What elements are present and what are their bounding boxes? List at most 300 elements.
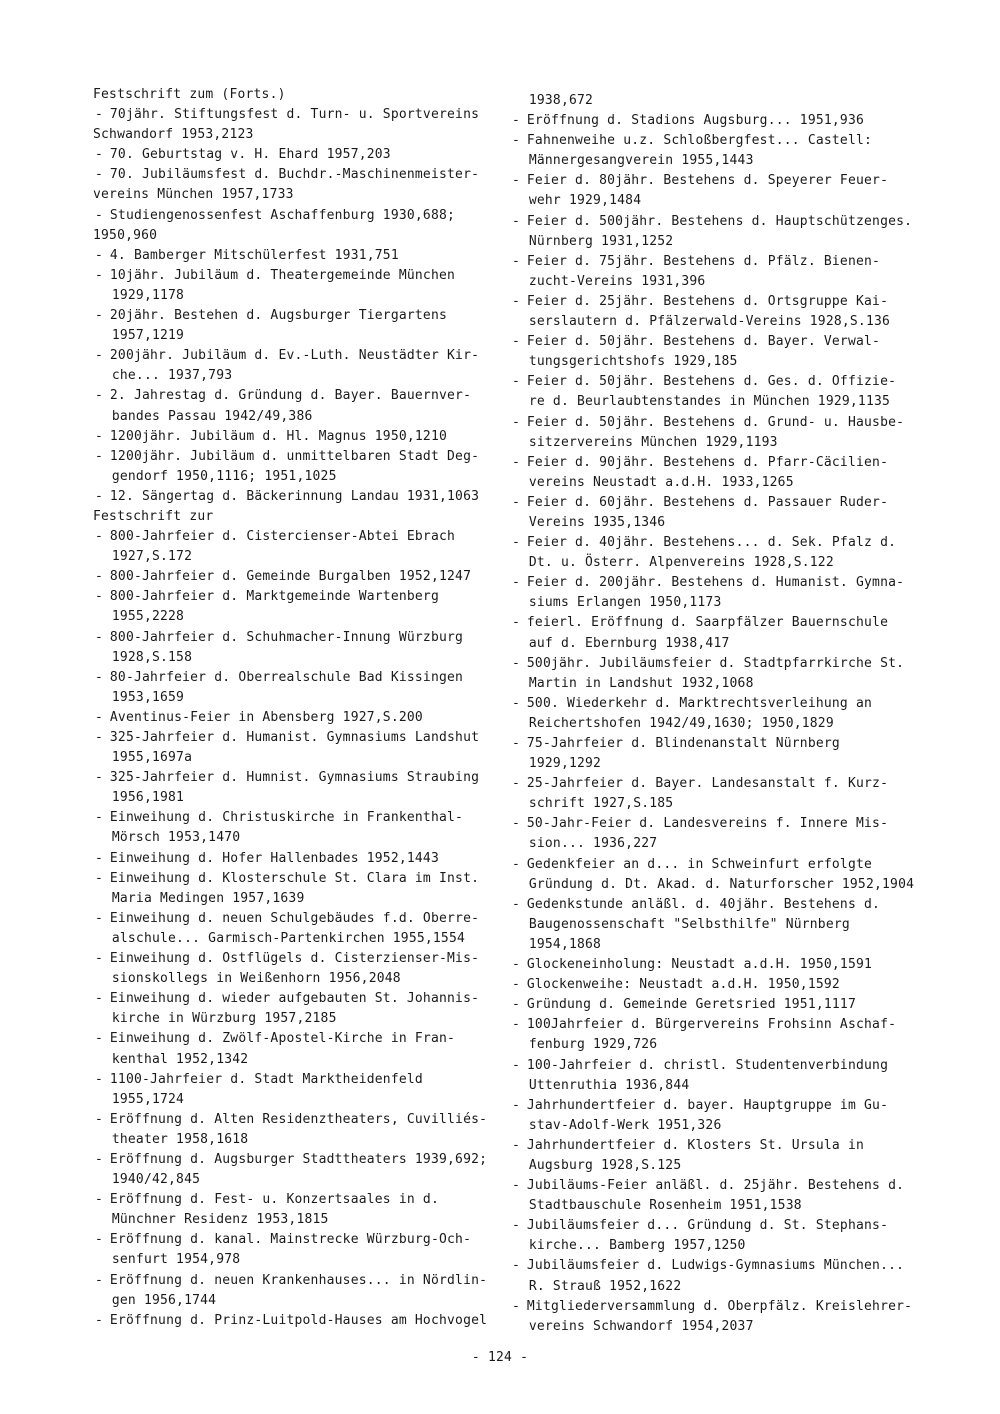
page-number: - 124 -: [471, 1350, 529, 1365]
entry-text: Feier d. 50jähr. Bestehens d. Ges. d. Offizie-: [526, 374, 897, 390]
index-entry-continuation: [510, 513, 920, 533]
entry-text: sitzervereins München 1929,1193: [528, 434, 778, 450]
index-entry-continuation: [93, 607, 493, 627]
entry-text: Jahrhundertfeier d. Klosters St. Ursula in: [526, 1137, 865, 1153]
entry-text: Festschrift zum (Forts.): [93, 87, 286, 102]
entry-text: Nürnberg 1931,1252: [528, 233, 674, 249]
entry-dash: -: [511, 1017, 520, 1033]
entry-dash: -: [94, 770, 103, 786]
index-entry: [510, 1056, 920, 1076]
entry-text: feierl. Eröffnung d. Saarpfälzer Bauernschule: [526, 615, 889, 631]
entry-dash: -: [511, 334, 520, 350]
index-entry: [93, 668, 493, 688]
entry-text: 1955,2228: [111, 609, 185, 625]
entry-text: 2. Jahrestag d. Gründung d. Bayer. Bauernver-: [109, 388, 472, 404]
entry-text: Gründung d. Dt. Akad. d. Naturforscher 1952,1904: [528, 876, 915, 892]
entry-text: Schwandorf 1953,2123: [93, 127, 254, 143]
index-entry: [93, 587, 493, 607]
entry-text: 800-Jahrfeier d. Marktgemeinde Wartenberg: [109, 589, 439, 605]
entry-text: theater 1958,1618: [111, 1131, 249, 1147]
index-entry: [93, 306, 493, 326]
index-entry-continuation: [510, 674, 920, 694]
index-entry-continuation: [510, 553, 920, 573]
entry-text: vereins Neustadt a.d.H. 1933,1265: [528, 474, 794, 490]
index-entry: [93, 1230, 493, 1250]
entry-dash: -: [94, 810, 103, 826]
entry-dash: -: [511, 1298, 520, 1314]
index-entry: [510, 1256, 920, 1276]
entry-text: Dt. u. Österr. Alpenvereins 1928,S.122: [528, 555, 834, 571]
left-column: [93, 85, 493, 1331]
entry-dash: -: [94, 951, 103, 967]
entry-dash: -: [94, 730, 103, 745]
entry-dash: -: [511, 293, 520, 309]
entry-text: Glockenweihe: Neustadt a.d.H. 1950,1592: [526, 977, 840, 993]
index-entry: [510, 814, 920, 834]
entry-dash: -: [94, 1232, 103, 1248]
entry-dash: -: [94, 207, 103, 223]
index-entry: [93, 487, 493, 507]
index-entry-continuation: [93, 1250, 493, 1270]
index-entry: [93, 567, 493, 587]
index-entry-continuation: [510, 794, 920, 814]
entry-text: 70. Jubiläumsfest d. Buchdr.-Maschinenmeister-: [109, 167, 480, 183]
entry-text: 800-Jahrfeier d. Cistercienser-Abtei Ebrach: [109, 529, 456, 545]
index-heading-line: [93, 226, 493, 246]
entry-text: 100-Jahrfeier d. christl. Studentenverbindung: [526, 1057, 889, 1073]
index-entry: [93, 447, 493, 467]
index-entry: [510, 252, 920, 272]
entry-dash: -: [94, 167, 103, 183]
index-entry: [93, 808, 493, 828]
entry-text: Feier d. 500jähr. Bestehens d. Hauptschützenges.: [526, 213, 913, 229]
entry-text: Eröffnung d. kanal. Mainstrecke Würzburg-Och-: [109, 1232, 472, 1248]
index-entry: [93, 949, 493, 969]
entry-dash: -: [94, 850, 103, 866]
entry-dash: -: [94, 529, 103, 545]
index-entry-continuation: [93, 286, 493, 306]
index-entry-continuation: [510, 875, 920, 895]
entry-text: fenburg 1929,726: [528, 1037, 658, 1053]
entry-text: 1956,1981: [111, 790, 185, 806]
index-entry-continuation: [93, 1009, 493, 1029]
entry-text: Gedenkstunde anläßl. d. 40jähr. Bestehens d.: [526, 896, 881, 912]
index-entry-continuation: [510, 935, 920, 955]
index-entry: [510, 533, 920, 553]
entry-dash: -: [511, 414, 520, 430]
entry-dash: -: [94, 267, 103, 283]
entry-text: Reichertshofen 1942/49,1630; 1950,1829: [528, 715, 834, 731]
index-entry-continuation: [93, 788, 493, 808]
entry-text: Einweihung d. wieder aufgebauten St. Johannis-: [109, 991, 480, 1007]
entry-text: Feier d. 50jähr. Bestehens d. Bayer. Verwal-: [526, 334, 881, 350]
index-entry-continuation: [93, 828, 493, 848]
index-entry-continuation: [93, 648, 493, 668]
index-entry: [510, 292, 920, 312]
index-entry-continuation: [93, 929, 493, 949]
index-entry: [93, 1029, 493, 1049]
entry-text: 1200jähr. Jubiläum d. Hl. Magnus 1950,1210: [109, 428, 448, 444]
entry-text: siums Erlangen 1950,1173: [528, 595, 722, 611]
index-entry-continuation: [510, 1196, 920, 1216]
entry-text: serslautern d. Pfälzerwald-Vereins 1928,S.136: [528, 314, 891, 330]
entry-text: 1955,1697a: [111, 750, 193, 766]
entry-dash: -: [94, 428, 103, 444]
index-entry: [510, 1297, 920, 1317]
entry-dash: -: [511, 173, 520, 189]
entry-text: 70jähr. Stiftungsfest d. Turn- u. Sportvereins: [109, 107, 480, 123]
index-entry: [93, 1190, 493, 1210]
index-entry: [93, 206, 493, 226]
entry-text: Maria Medingen 1957,1639: [111, 890, 305, 906]
entry-text: 1929,1292: [528, 756, 602, 772]
index-entry: [93, 1311, 493, 1331]
entry-text: Stadtbauschule Rosenheim 1951,1538: [528, 1198, 802, 1214]
entry-text: senfurt 1954,978: [111, 1252, 241, 1268]
index-entry-continuation: [510, 754, 920, 774]
index-entry: [93, 386, 493, 406]
entry-dash: -: [511, 1057, 520, 1073]
index-entry: [93, 1070, 493, 1090]
index-entry-continuation: [510, 634, 920, 654]
index-entry-continuation: [93, 969, 493, 989]
index-entry: [510, 1136, 920, 1156]
entry-text: vereins Schwandorf 1954,2037: [528, 1318, 754, 1334]
entry-dash: -: [511, 776, 520, 792]
entry-text: 12. Sängertag d. Bäckerinnung Landau 1931,1063: [109, 488, 480, 504]
entry-text: 1955,1724: [111, 1091, 185, 1107]
index-entry-continuation: [510, 352, 920, 372]
entry-dash: -: [511, 856, 520, 872]
index-entry: [93, 427, 493, 447]
entry-dash: -: [94, 629, 103, 645]
entry-text: schrift 1927,S.185: [528, 796, 674, 812]
index-entry-continuation: [93, 467, 493, 487]
index-entry: [510, 131, 920, 151]
entry-text: 25-Jahrfeier d. Bayer. Landesanstalt f. Kurz-: [526, 776, 889, 792]
index-entry: [93, 145, 493, 165]
index-heading-line: [93, 125, 493, 145]
index-entry-continuation: [510, 272, 920, 292]
index-entry-continuation: [510, 714, 920, 734]
entry-dash: -: [94, 107, 103, 123]
entry-text: Gedenkfeier an d... in Schweinfurt erfolgte: [526, 856, 873, 872]
entry-dash: -: [94, 569, 103, 585]
entry-text: Feier d. 25jähr. Bestehens d. Ortsgruppe Kai-: [526, 293, 889, 309]
entry-dash: -: [511, 896, 520, 912]
index-entry: [510, 573, 920, 593]
entry-text: Martin in Landshut 1932,1068: [528, 675, 754, 691]
entry-dash: -: [94, 669, 103, 685]
index-entry-continuation: [93, 1090, 493, 1110]
index-heading-line: [93, 85, 493, 105]
entry-text: Münchner Residenz 1953,1815: [111, 1212, 329, 1228]
index-entry: [93, 165, 493, 185]
entry-text: Baugenossenschaft "Selbsthilfe" Nürnberg: [528, 916, 850, 932]
index-heading-line: [93, 185, 493, 205]
entry-text: 1100-Jahrfeier d. Stadt Marktheidenfeld: [109, 1071, 423, 1087]
entry-dash: -: [511, 494, 520, 510]
index-entry: [510, 855, 920, 875]
entry-dash: -: [94, 448, 103, 464]
entry-text: wehr 1929,1484: [528, 193, 642, 209]
entry-text: Feier d. 80jähr. Bestehens d. Speyerer Feuer-: [526, 173, 889, 189]
index-entry: [510, 1216, 920, 1236]
entry-dash: -: [94, 348, 103, 364]
index-entry-continuation: [93, 1050, 493, 1070]
entry-dash: -: [94, 388, 103, 404]
entry-dash: -: [94, 1192, 103, 1208]
entry-text: Gründung d. Gemeinde Geretsried 1951,1117: [526, 997, 856, 1013]
entry-dash: -: [94, 589, 103, 605]
entry-text: Mörsch 1953,1470: [111, 830, 241, 846]
entry-text: Feier d. 50jähr. Bestehens d. Grund- u. Hausbe-: [526, 414, 905, 430]
entry-dash: -: [511, 615, 520, 631]
index-entry-continuation: [510, 1277, 920, 1297]
index-entry-continuation: [93, 889, 493, 909]
entry-dash: -: [511, 1178, 520, 1194]
entry-text: 325-Jahrfeier d. Humnist. Gymnasiums Straubing: [109, 770, 480, 786]
entry-text: Eröffnung d. Augsburger Stadttheaters 1939,692;: [109, 1151, 488, 1167]
index-entry: [510, 493, 920, 513]
entry-text: 500jähr. Jubiläumsfeier d. Stadtpfarrkirche St.: [526, 655, 905, 671]
entry-text: Jubiläumsfeier d. Ludwigs-Gymnasiums München...: [526, 1258, 905, 1274]
entry-text: 200jähr. Jubiläum d. Ev.-Luth. Neustädter Kir-: [109, 348, 480, 364]
entry-text: kirche... Bamberg 1957,1250: [528, 1238, 746, 1254]
entry-dash: -: [94, 1071, 103, 1087]
entry-text: Einweihung d. neuen Schulgebäudes f.d. Oberre-: [109, 910, 480, 926]
entry-text: re d. Beurlaubtenstandes in München 1929,1135: [528, 394, 891, 410]
entry-dash: -: [511, 253, 520, 269]
index-entry: [93, 1271, 493, 1291]
index-entry-continuation: [93, 547, 493, 567]
index-entry: [510, 413, 920, 433]
entry-dash: -: [511, 977, 520, 993]
entry-dash: -: [511, 997, 520, 1013]
entry-dash: -: [511, 213, 520, 229]
index-entry-continuation: [93, 1130, 493, 1150]
index-entry-continuation: [510, 473, 920, 493]
entry-text: sion... 1936,227: [528, 836, 658, 852]
index-entry-continuation: [93, 688, 493, 708]
entry-dash: -: [511, 133, 520, 149]
entry-text: 70. Geburtstag v. H. Ehard 1957,203: [109, 147, 391, 163]
index-entry: [93, 266, 493, 286]
entry-text: kenthal 1952,1342: [111, 1051, 249, 1067]
index-entry: [93, 869, 493, 889]
entry-text: Eröffnung d. Prinz-Luitpold-Hauses am Hochvogel: [109, 1312, 488, 1328]
entry-text: Eröffnung d. neuen Krankenhauses... in Nördlin-: [109, 1272, 488, 1288]
index-entry: [510, 734, 920, 754]
entry-text: 75-Jahrfeier d. Blindenanstalt Nürnberg: [526, 736, 840, 751]
index-entry: [510, 995, 920, 1015]
entry-text: 1200jähr. Jubiläum d. unmittelbaren Stadt Deg-: [109, 448, 480, 464]
entry-text: Männergesangverein 1955,1443: [528, 153, 754, 169]
index-entry-continuation: [93, 748, 493, 768]
entry-text: 100Jahrfeier d. Bürgervereins Frohsinn Aschaf-: [526, 1017, 897, 1033]
index-entry-continuation: [510, 1317, 920, 1337]
entry-dash: -: [94, 247, 103, 263]
index-entry: [93, 849, 493, 869]
index-entry-continuation: [93, 1291, 493, 1311]
index-entry: [93, 628, 493, 648]
entry-text: stav-Adolf-Werk 1951,326: [528, 1117, 722, 1133]
entry-text: Augsburg 1928,S.125: [528, 1157, 682, 1173]
entry-text: Aventinus-Feier in Abensberg 1927,S.200: [109, 709, 423, 725]
index-entry: [93, 527, 493, 547]
entry-text: vereins München 1957,1733: [93, 187, 294, 203]
index-entry: [510, 613, 920, 633]
entry-text: 1950,960: [93, 227, 158, 243]
entry-dash: -: [94, 910, 103, 926]
entry-dash: -: [94, 1151, 103, 1167]
entry-text: 4. Bamberger Mitschülerfest 1931,751: [109, 247, 399, 263]
entry-text: 20jähr. Bestehen d. Augsburger Tiergartens: [109, 308, 448, 324]
entry-dash: -: [94, 488, 103, 504]
index-entry-continuation: [510, 1116, 920, 1136]
entry-text: Eröffnung d. Stadions Augsburg... 1951,936: [526, 113, 865, 129]
entry-dash: -: [94, 1312, 103, 1328]
index-entry: [93, 909, 493, 929]
index-entry-continuation: [510, 232, 920, 252]
entry-dash: -: [511, 816, 520, 832]
index-entry-continuation: [510, 593, 920, 613]
entry-text: 10jähr. Jubiläum d. Theatergemeinde München: [109, 267, 456, 283]
index-entry-continuation: [510, 1156, 920, 1176]
index-entry: [93, 105, 493, 125]
index-entry: [510, 975, 920, 995]
entry-text: 1940/42,845: [111, 1172, 201, 1188]
entry-dash: -: [94, 991, 103, 1007]
index-entry-continuation: [510, 1076, 920, 1096]
entry-text: gen 1956,1744: [111, 1292, 217, 1308]
index-entry-continuation: [510, 312, 920, 332]
entry-text: 50-Jahr-Feier d. Landesvereins f. Innere Mis-: [526, 816, 889, 832]
index-entry: [93, 1150, 493, 1170]
entry-dash: -: [511, 736, 520, 751]
index-entry: [510, 1096, 920, 1116]
entry-text: Eröffnung d. Alten Residenztheaters, Cuvilliés-: [109, 1111, 488, 1127]
index-entry: [510, 171, 920, 191]
index-entry: [93, 246, 493, 266]
index-entry-continuation: [93, 1210, 493, 1230]
entry-text: 500. Wiederkehr d. Marktrechtsverleihung an: [526, 695, 873, 711]
index-entry-continuation: [510, 191, 920, 211]
entry-dash: -: [94, 1272, 103, 1288]
entry-dash: -: [94, 308, 103, 324]
index-entry: [93, 989, 493, 1009]
entry-text: Einweihung d. Hofer Hallenbades 1952,1443: [109, 850, 439, 866]
entry-text: Einweihung d. Christuskirche in Frankenthal-: [109, 810, 464, 826]
entry-dash: -: [94, 709, 103, 725]
index-entry: [510, 1176, 920, 1196]
index-entry-continuation: [93, 1170, 493, 1190]
index-entry-continuation: [510, 1035, 920, 1055]
index-entry: [510, 212, 920, 232]
index-heading-line: [93, 507, 493, 527]
index-entry-continuation: [510, 1236, 920, 1256]
entry-dash: -: [511, 1137, 520, 1153]
entry-text: Jahrhundertfeier d. bayer. Hauptgruppe im Gu-: [526, 1097, 889, 1113]
entry-text: Eröffnung d. Fest- u. Konzertsaales in d.: [109, 1192, 439, 1208]
entry-text: 80-Jahrfeier d. Oberrealschule Bad Kissingen: [109, 669, 464, 685]
index-entry: [93, 1110, 493, 1130]
entry-text: tungsgerichtshofs 1929,185: [528, 354, 738, 370]
index-entry: [510, 895, 920, 915]
entry-text: bandes Passau 1942/49,386: [111, 408, 313, 424]
entry-text: gendorf 1950,1116; 1951,1025: [111, 468, 337, 484]
entry-dash: -: [511, 113, 520, 129]
entry-text: Feier d. 40jähr. Bestehens... d. Sek. Pfalz d.: [526, 535, 897, 551]
entry-text: 1928,S.158: [111, 649, 193, 665]
index-entry-continuation: [510, 433, 920, 453]
index-entry-continuation: [510, 834, 920, 854]
entry-text: Einweihung d. Klosterschule St. Clara im Inst.: [109, 870, 480, 886]
index-entry: [510, 332, 920, 352]
entry-text: alschule... Garmisch-Partenkirchen 1955,1554: [111, 930, 466, 946]
entry-text: 1953,1659: [111, 689, 185, 705]
entry-text: R. Strauß 1952,1622: [528, 1278, 682, 1294]
entry-dash: -: [94, 1031, 103, 1047]
entry-text: zucht-Vereins 1931,396: [528, 273, 706, 289]
entry-dash: -: [94, 870, 103, 886]
entry-text: kirche in Würzburg 1957,2185: [111, 1011, 337, 1027]
index-entry: [510, 955, 920, 975]
entry-text: auf d. Ebernburg 1938,417: [528, 635, 730, 651]
entry-dash: -: [511, 957, 520, 973]
entry-text: 1957,1219: [111, 328, 185, 344]
entry-text: 1929,1178: [111, 287, 185, 303]
index-entry-continuation: [93, 366, 493, 386]
index-entry: [510, 111, 920, 131]
entry-text: Einweihung d. Ostflügels d. Cisterzienser-Mis-: [109, 951, 480, 967]
entry-text: Vereins 1935,1346: [528, 514, 666, 530]
entry-dash: -: [511, 1097, 520, 1113]
index-entry-continuation: [93, 326, 493, 346]
index-entry-continuation: [510, 151, 920, 171]
entry-text: Festschrift zur: [93, 508, 214, 524]
entry-dash: -: [511, 695, 520, 711]
index-entry-continuation: [510, 915, 920, 935]
entry-dash: -: [511, 1258, 520, 1274]
entry-text: Einweihung d. Zwölf-Apostel-Kirche in Fran-: [109, 1031, 456, 1047]
index-entry: [510, 694, 920, 714]
index-entry: [93, 346, 493, 366]
entry-dash: -: [94, 147, 103, 163]
entry-text: 1954,1868: [528, 936, 602, 952]
entry-dash: -: [511, 454, 520, 470]
entry-dash: -: [511, 1218, 520, 1234]
entry-text: 1927,S.172: [111, 549, 193, 565]
entry-text: 800-Jahrfeier d. Schuhmacher-Innung Würzburg: [109, 629, 464, 645]
index-entry: [93, 768, 493, 788]
entry-text: Feier d. 90jähr. Bestehens d. Pfarr-Cäcilien-: [526, 454, 889, 470]
index-entry: [510, 1015, 920, 1035]
index-entry: [93, 708, 493, 728]
index-entry: [93, 728, 493, 748]
entry-text: Uttenruthia 1936,844: [528, 1077, 690, 1093]
entry-text: Glockeneinholung: Neustadt a.d.H. 1950,1591: [526, 957, 873, 973]
entry-text: Feier d. 75jähr. Bestehens d. Pfälz. Bienen-: [526, 253, 881, 269]
entry-text: 800-Jahrfeier d. Gemeinde Burgalben 1952,1247: [109, 569, 472, 585]
index-entry: [510, 654, 920, 674]
entry-text: sionskollegs in Weißenhorn 1956,2048: [111, 971, 401, 987]
index-entry-continuation: [93, 407, 493, 427]
entry-text: 1938,672: [528, 93, 594, 108]
entry-text: Feier d. 60jähr. Bestehens d. Passauer Ruder-: [526, 494, 889, 510]
entry-text: Mitgliederversammlung d. Oberpfälz. Kreislehrer-: [526, 1298, 913, 1314]
index-entry: [510, 774, 920, 794]
